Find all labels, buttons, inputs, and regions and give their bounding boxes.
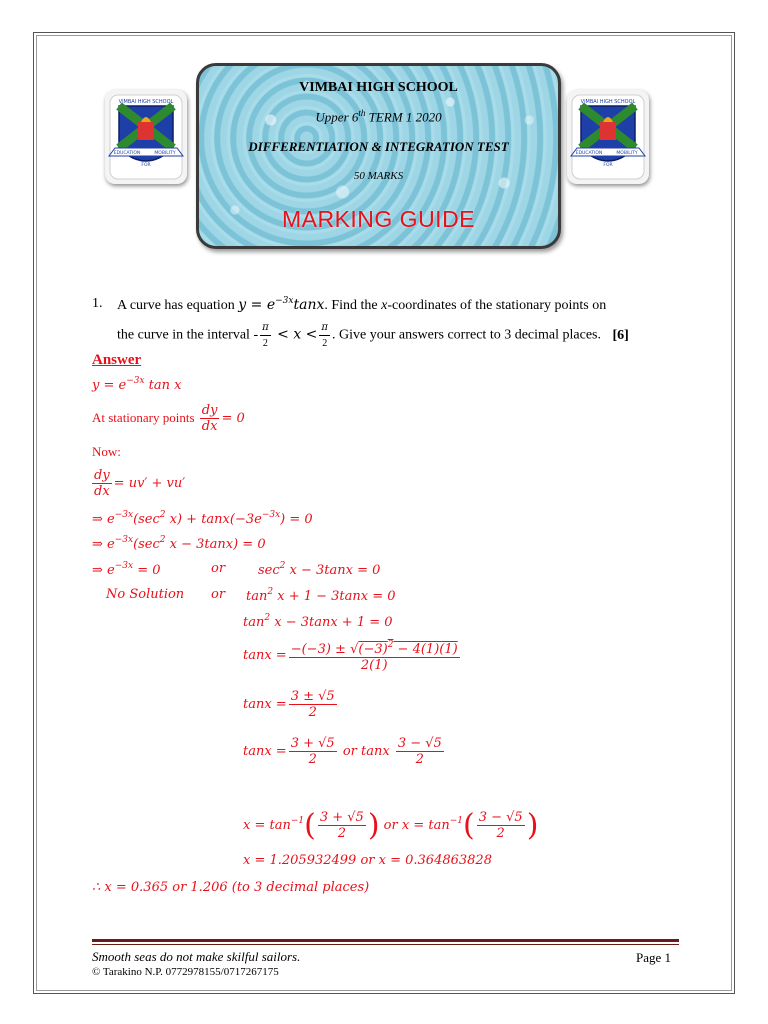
header-banner <box>196 63 561 249</box>
answer-line-3: Now: <box>92 444 121 459</box>
marking-guide-title: MARKING GUIDE <box>281 206 476 232</box>
answer-line-7: ⇒ $e^{-3x} = 0$ <box>92 561 161 578</box>
answer-line-9: $\tan^2 x - 3\tan x + 1 = 0$ <box>243 613 393 630</box>
svg-text:VIMBAI HIGH SCHOOL: VIMBAI HIGH SCHOOL <box>118 99 174 105</box>
answer-line-8: $\tan^2 x + 1 - 3\tan x = 0$ <box>246 587 396 604</box>
no-solution-label: No Solution <box>106 587 185 602</box>
answer-line-6: ⇒ $e^{-3x}(\sec^2$ x − 3tanx) = 0 <box>92 535 266 552</box>
footer-rule-thin <box>92 944 679 945</box>
svg-text:EDUCATION: EDUCATION <box>575 151 603 156</box>
answer-line-13: $x = \tan^{-1}$( $\frac{3 + √5}{2}$ ) or $x = \tan^{-1}$( $\frac{3 - √5}{2}$ ) <box>243 808 539 843</box>
answer-line-7b: $\sec^2 x - 3\tan x = 0$ <box>258 561 381 578</box>
question-line-1: A curve has equation $y = e^{-3x}\tan x$. Find the x-coordinates of the stationary points on <box>117 296 607 313</box>
final-answer: ∴ x = 0.365 or 1.206 (to 3 decimal places) <box>92 880 370 895</box>
page-number: Page 1 <box>636 950 672 965</box>
answer-line-4: $\frac{dy}{dx}$ = uv′ + vu′ <box>94 468 186 499</box>
term-line: Upper 6th TERM 1 2020 <box>315 108 442 125</box>
question-marks: [6] <box>612 327 629 343</box>
svg-text:VIMBAI HIGH SCHOOL: VIMBAI HIGH SCHOOL <box>580 99 636 105</box>
answer-line-14: x = 1.205932499 or x = 0.364863828 <box>243 853 492 868</box>
answer-line-5: ⇒ $e^{-3x}(\sec^2$ $x) + \tan x(-3e^{-3x}) = 0$ <box>92 510 313 527</box>
svg-text:FOR: FOR <box>141 163 151 168</box>
svg-text:MOBILITY: MOBILITY <box>616 151 638 156</box>
answer-line-10: tanx = $\frac{-(-3) \pm √(-3)^2 - 4(1)(1)}{2(1)}$ <box>243 640 458 673</box>
or-label: or <box>211 561 226 576</box>
answer-line-2: At stationary points $\frac{dy}{dx}$ = 0 <box>92 403 245 434</box>
copyright: © Tarakino N.P. 0772978155/0717267175 <box>92 966 279 978</box>
footer-motto: Smooth seas do not make skilful sailors. <box>92 949 301 964</box>
svg-text:FOR: FOR <box>603 163 613 168</box>
school-logo-left <box>105 90 187 184</box>
footer-rule <box>92 939 679 942</box>
question-line-2: the curve in the interval - $\frac{\pi}{2}$ < x < $\frac{\pi}{2}$ . Give your answers correct to 3 decimal places. [6] <box>117 322 629 349</box>
school-crest-icon <box>105 90 187 184</box>
school-crest-icon <box>567 90 649 184</box>
school-logo-right <box>567 90 649 184</box>
question-number: 1. <box>92 296 103 311</box>
total-marks: 50 MARKS <box>353 170 404 182</box>
or-label: or <box>211 587 226 602</box>
answer-line-12: tanx = $\frac{3 + √5}{2}$ or tanx $\frac{3 - √5}{2}$ <box>243 736 442 767</box>
svg-text:MOBILITY: MOBILITY <box>154 151 176 156</box>
test-title: DIFFERENTIATION & INTEGRATION TEST <box>248 139 509 154</box>
school-name: VIMBAI HIGH SCHOOL <box>299 80 458 95</box>
answer-heading: Answer <box>92 352 142 368</box>
svg-text:EDUCATION: EDUCATION <box>113 151 141 156</box>
answer-line-11: tanx = $\frac{3 \pm √5}{2}$ <box>243 689 335 720</box>
answer-line-1: $y = e^{-3x}$ tan x <box>92 376 182 393</box>
